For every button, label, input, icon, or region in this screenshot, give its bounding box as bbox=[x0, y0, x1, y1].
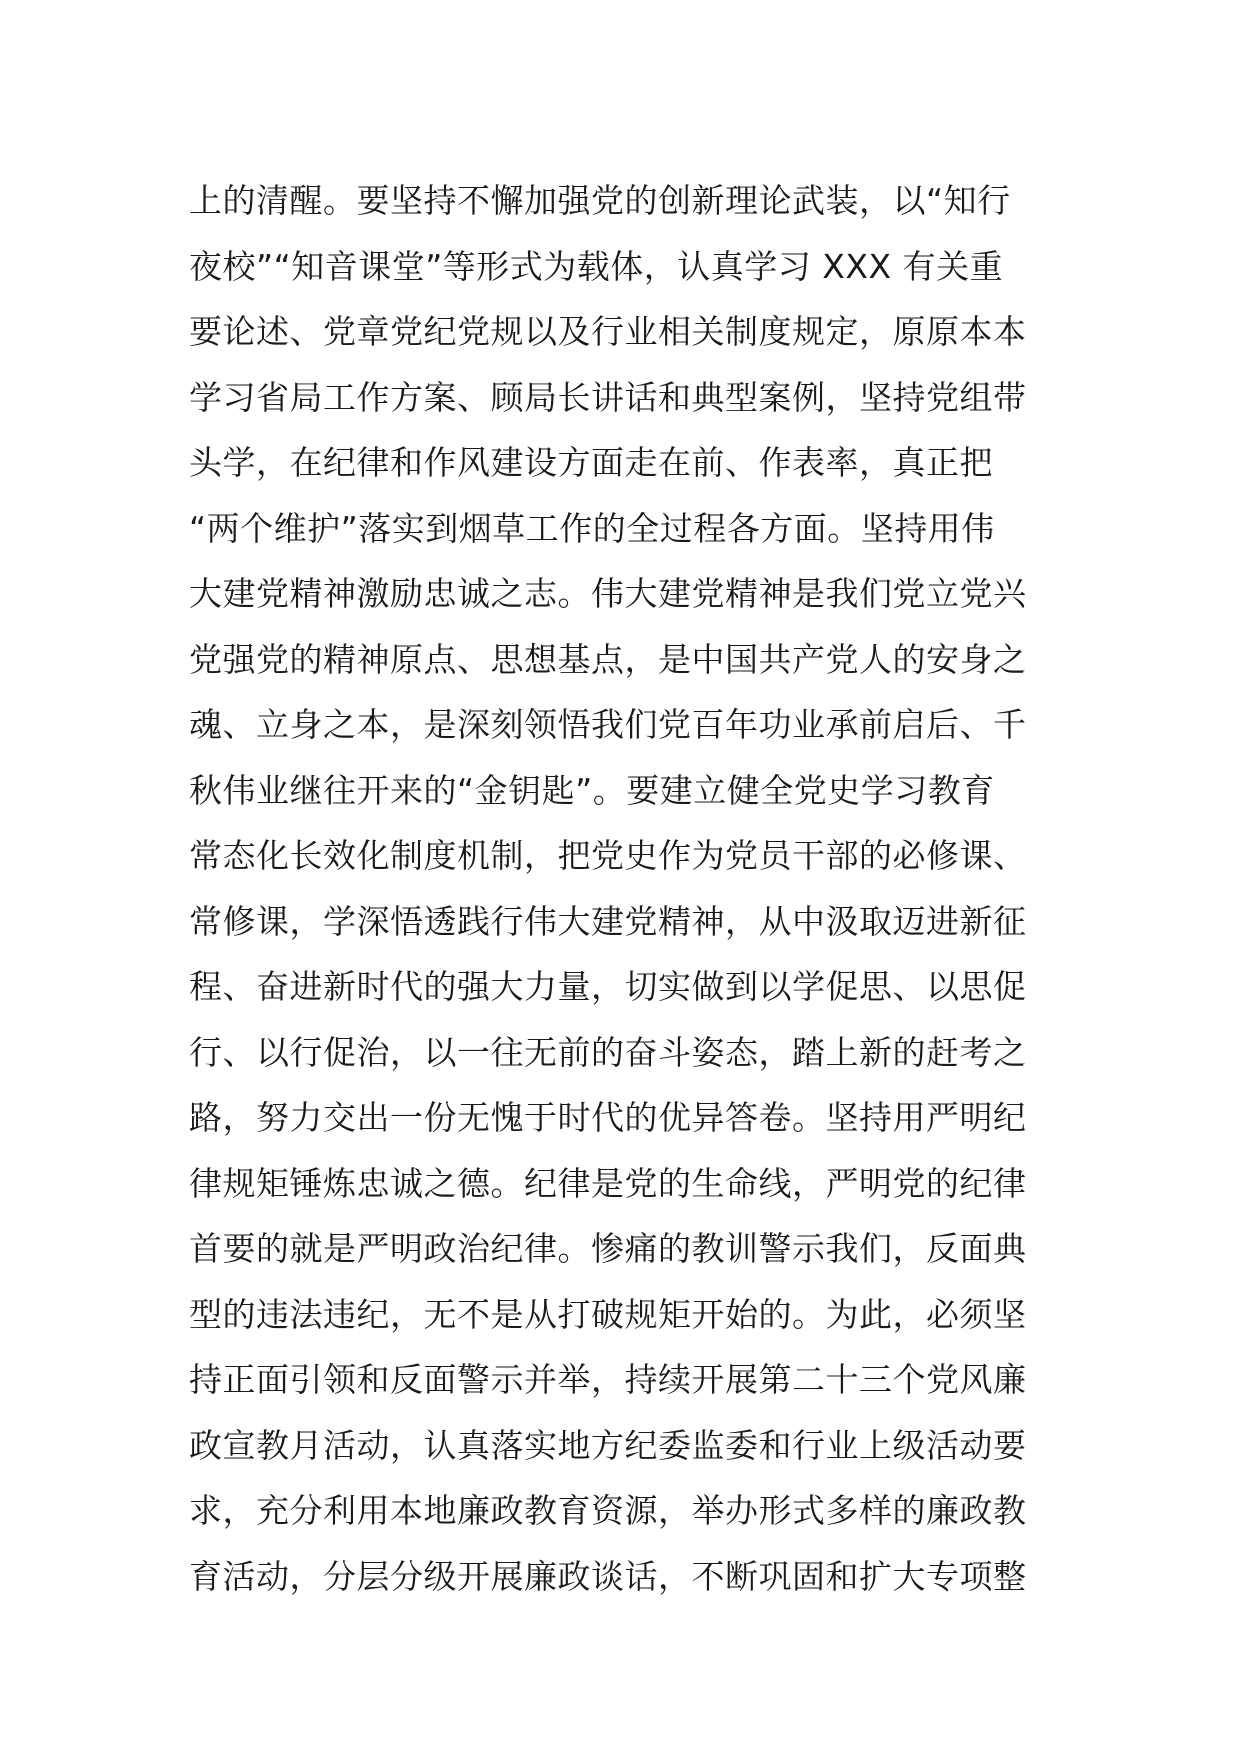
text-line: 夜校”“知音课堂”等形式为载体，认真学习 XXX 有关重 bbox=[189, 246, 1004, 286]
text-line: 律规矩锤炼忠诚之德。纪律是党的生命线，严明党的纪律 bbox=[189, 1163, 1027, 1203]
text-line: 行、以行促治，以一往无前的奋斗姿态，踏上新的赶考之 bbox=[189, 1032, 1027, 1072]
text-line: “两个维护”落实到烟草工作的全过程各方面。坚持用伟 bbox=[189, 508, 995, 548]
text-line: 常修课，学深悟透践行伟大建党精神，从中汲取迈进新征 bbox=[189, 901, 1027, 941]
text-line: 持正面引领和反面警示并举，持续开展第二十三个党风廉 bbox=[189, 1360, 1027, 1399]
body-paragraph bbox=[189, 168, 1069, 1609]
text-line: 求，充分利用本地廉政教育资源，举办形式多样的廉政教 bbox=[189, 1491, 1027, 1530]
text-line: 要论述、党章党纪党规以及行业相关制度规定，原原本本 bbox=[189, 312, 1027, 351]
text-line: 上的清醒。要坚持不懈加强党的创新理论武装，以“知行 bbox=[189, 181, 1011, 220]
text-line: 型的违法违纪，无不是从打破规矩开始的。为此，必须坚 bbox=[189, 1294, 1027, 1334]
text-line: 大建党精神激励忠诚之志。伟大建党精神是我们党立党兴 bbox=[189, 574, 1027, 613]
text-line: 政宣教月活动，认真落实地方纪委监委和行业上级活动要 bbox=[189, 1425, 1027, 1465]
text-line: 秋伟业继往开来的“金钥匙”。要建立健全党史学习教育 bbox=[189, 770, 995, 810]
text-line: 程、奋进新时代的强大力量，切实做到以学促思、以思促 bbox=[189, 967, 1027, 1006]
text-line: 路，努力交出一份无愧于时代的优异答卷。坚持用严明纪 bbox=[189, 1098, 1027, 1137]
text-line: 常态化长效化制度机制，把党史作为党员干部的必修课、 bbox=[189, 836, 1027, 875]
text-line: 魂、立身之本，是深刻领悟我们党百年功业承前启后、千 bbox=[189, 705, 1027, 744]
text-line: 党强党的精神原点、思想基点，是中国共产党人的安身之 bbox=[189, 639, 1027, 679]
text-line: 育活动，分层分级开展廉政谈话，不断巩固和扩大专项整 bbox=[189, 1556, 1027, 1596]
text-line: 头学，在纪律和作风建设方面走在前、作表率，真正把 bbox=[189, 443, 993, 482]
text-line: 首要的就是严明政治纪律。惨痛的教训警示我们，反面典 bbox=[189, 1229, 1027, 1268]
text-line: 学习省局工作方案、顾局长讲话和典型案例，坚持党组带 bbox=[189, 377, 1027, 417]
